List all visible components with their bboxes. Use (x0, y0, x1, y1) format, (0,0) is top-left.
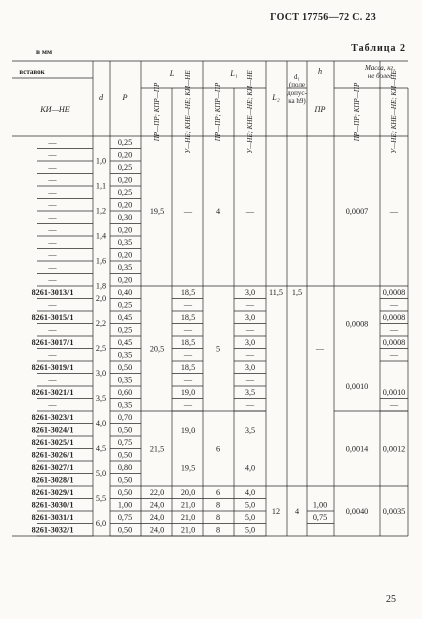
row-p: 0,50 (117, 488, 133, 497)
row-code: — (48, 300, 57, 310)
row-l1-ne: — (245, 350, 255, 360)
merged-l1: 4 (215, 207, 221, 216)
row-d: 4,5 (95, 444, 107, 453)
row-mass-ne: — (389, 325, 399, 335)
merged-l: 19,5 (149, 207, 165, 216)
row-p: 0,25 (117, 325, 133, 335)
row-l1: 6 (215, 488, 221, 497)
row-l1: 8 (215, 513, 221, 522)
row-code: — (48, 263, 57, 272)
merged-l2: 12 (271, 507, 281, 516)
row-p: 0,35 (117, 400, 133, 410)
row-code: — (48, 188, 57, 197)
row-code: — (48, 400, 57, 410)
merged-l-ne: 19,5 (180, 463, 196, 473)
row-code: — (48, 275, 57, 285)
col-header-d1: d₁ (294, 73, 300, 81)
row-l1-ne: 3,5 (244, 388, 256, 397)
row-mass-ne: 0,0010 (382, 388, 406, 397)
merged-l1: 5 (215, 344, 221, 354)
row-mass-ne: — (389, 350, 399, 360)
row-code: 8261-3031/1 (31, 513, 74, 522)
row-d: 5,0 (95, 469, 107, 478)
page-header: ГОСТ 17756—72 С. 23 (270, 12, 376, 23)
row-l-ne: 21,0 (180, 500, 196, 510)
row-d: 2,5 (95, 344, 107, 353)
row-p: 0,35 (117, 263, 133, 272)
row-p: 0,70 (117, 413, 133, 422)
col-header-mass: не более (367, 72, 393, 80)
merged-d1: 4 (294, 507, 300, 516)
row-d: 1,8 (95, 281, 107, 291)
row-mass-ne: — (389, 300, 399, 310)
row-code: — (48, 238, 57, 247)
row-l-ne: — (183, 300, 193, 310)
row-l-ne: 18,5 (180, 363, 196, 372)
row-p: 0,50 (117, 363, 133, 372)
row-p: 0,25 (117, 163, 133, 172)
col-header-vstavok: вставок (19, 68, 45, 76)
row-mass-ne: — (389, 400, 399, 410)
row-p: 0,40 (117, 288, 133, 297)
col-header-sub: ПР—ПР; КПР—ПР (153, 82, 161, 142)
row-p: 0,20 (117, 225, 133, 235)
merged-mass: 0,0014 (345, 444, 369, 454)
col-header-d1: ка h9) (288, 97, 306, 105)
row-l: 24,0 (149, 525, 165, 535)
row-d: 3,0 (95, 369, 107, 378)
row-d: 2,2 (95, 319, 107, 328)
col-header-sub: ПР—ПР; КПР—ПР (214, 82, 222, 142)
row-l-ne: — (183, 375, 193, 385)
col-header-l: L (169, 69, 175, 78)
col-header-sub: У—НЕ; КНЕ—НЕ; КИ—НЕ (390, 70, 398, 154)
row-l-ne: 19,0 (180, 388, 196, 397)
col-header-l1: L₁ (230, 69, 238, 78)
row-h: 1,00 (312, 500, 328, 510)
col-header-sub: ПР—ПР; КПР—ПР (353, 82, 361, 142)
row-mass-ne: 0,0008 (382, 288, 406, 297)
row-l1: 8 (215, 525, 221, 535)
row-mass-ne: 0,0008 (382, 313, 406, 322)
row-code: 8261-3017/1 (31, 338, 74, 347)
row-p: 0,25 (117, 300, 133, 310)
row-p: 0,25 (117, 138, 133, 147)
row-l1-ne: — (245, 400, 255, 410)
row-p: 0,25 (117, 188, 133, 197)
row-l: 24,0 (149, 500, 165, 510)
row-code: — (48, 350, 57, 360)
row-d: 1,1 (95, 181, 107, 191)
merged-mass: 0,0007 (345, 207, 369, 216)
col-header-p: P (122, 93, 128, 102)
merged-l1-ne: 3,5 (244, 425, 256, 435)
row-code: — (48, 325, 57, 335)
merged-l-ne: 19,0 (180, 425, 196, 435)
row-l: 22,0 (149, 488, 165, 497)
col-header-d: d (98, 93, 104, 102)
merged-l-ne: — (183, 207, 193, 216)
row-l1-ne: 3,0 (244, 338, 256, 347)
merged-mass-ne: 0,0012 (382, 444, 406, 454)
row-d: 5,5 (95, 494, 107, 503)
row-l1-ne: — (245, 325, 255, 335)
col-header-d1: (поле (288, 81, 306, 89)
row-mass-ne: 0,0008 (382, 338, 406, 347)
merged-mass: 0,0008 (345, 319, 369, 329)
row-code: 8261-3026/1 (31, 450, 74, 460)
row-code: 8261-3024/1 (31, 425, 74, 435)
row-p: 0,45 (117, 338, 133, 347)
row-l1-ne: — (245, 300, 255, 310)
row-l1-ne: 4,0 (244, 488, 256, 497)
row-l1: 8 (215, 500, 221, 510)
row-code: — (48, 163, 57, 172)
row-code: 8261-3032/1 (31, 525, 74, 535)
row-p: 0,50 (117, 425, 133, 435)
merged-d1: 1,5 (291, 288, 303, 297)
row-l-ne: 18,5 (180, 288, 196, 297)
col-header-d1: допус- (287, 89, 307, 97)
row-l1-ne: 5,0 (244, 513, 256, 522)
row-code: — (48, 250, 57, 260)
row-code: — (48, 375, 57, 385)
row-l1-ne: 3,0 (244, 363, 256, 372)
row-d: 2,0 (95, 294, 107, 303)
merged-l: 21,5 (149, 444, 165, 454)
row-code: 8261-3027/1 (31, 463, 74, 472)
merged-l2: 11,5 (268, 288, 284, 297)
row-d: 6,0 (95, 519, 107, 528)
row-p: 0,50 (117, 450, 133, 460)
row-code: — (48, 150, 57, 160)
row-code: 8261-3028/1 (31, 475, 74, 485)
row-code: 8261-3013/1 (31, 288, 74, 297)
row-l1-ne: 3,0 (244, 288, 256, 297)
merged-l: 20,5 (149, 344, 165, 354)
row-l-ne: 18,5 (180, 313, 196, 322)
row-h: 0,75 (312, 513, 328, 522)
row-d: 4,0 (95, 419, 107, 428)
merged-mass-ne: — (389, 207, 399, 216)
row-l1-ne: — (245, 375, 255, 385)
row-p: 0,50 (117, 475, 133, 485)
row-code: 8261-3030/1 (31, 500, 74, 510)
merged-l1-ne: — (245, 207, 255, 216)
row-p: 0,20 (117, 250, 133, 260)
row-d: 3,5 (95, 394, 107, 403)
row-l-ne: 18,5 (180, 338, 196, 347)
row-d: 1,2 (95, 206, 107, 216)
row-l1-ne: 3,0 (244, 313, 256, 322)
row-p: 0,20 (117, 175, 133, 185)
row-code: 8261-3019/1 (31, 363, 74, 372)
merged-h: — (315, 344, 325, 354)
row-p: 0,20 (117, 200, 133, 210)
row-p: 0,75 (117, 438, 133, 447)
col-header-sub: У—НЕ; КНЕ—НЕ; КИ—НЕ (184, 70, 192, 154)
row-l-ne: — (183, 400, 193, 410)
row-l-ne: 20,0 (180, 488, 196, 497)
row-l-ne: — (183, 325, 193, 335)
row-d: 1,6 (95, 256, 107, 266)
col-header-mass: Масса, кг, (364, 64, 396, 72)
row-l1-ne: 5,0 (244, 500, 256, 510)
col-header-h: h (317, 67, 323, 76)
row-code: 8261-3029/1 (31, 488, 74, 497)
row-code: 8261-3021/1 (31, 388, 74, 397)
row-p: 0,20 (117, 275, 133, 285)
row-l-ne: 21,0 (180, 525, 196, 535)
row-code: — (48, 138, 57, 147)
col-header-ki-ne: КИ—НЕ (40, 105, 70, 114)
row-p: 0,20 (117, 150, 133, 160)
row-p: 0,80 (117, 463, 133, 472)
row-p: 0,35 (117, 238, 133, 247)
row-code: 8261-3015/1 (31, 313, 74, 322)
row-p: 0,60 (117, 388, 133, 397)
row-p: 0,30 (117, 213, 133, 222)
row-code: 8261-3023/1 (31, 413, 74, 422)
col-header-sub: У—НЕ; КНЕ—НЕ; КИ—НЕ (246, 70, 254, 154)
row-l: 24,0 (149, 513, 165, 522)
unit-label: в мм (36, 47, 53, 56)
row-code: — (48, 213, 57, 222)
row-l1-ne: 5,0 (244, 525, 256, 535)
row-l-ne: — (183, 350, 193, 360)
row-code: 8261-3025/1 (31, 438, 74, 447)
row-p: 1,00 (117, 500, 133, 510)
row-l-ne: 21,0 (180, 513, 196, 522)
col-header-l2: L₂ (272, 93, 280, 102)
row-p: 0,75 (117, 513, 133, 522)
row-d: 1,0 (95, 156, 107, 166)
merged-mass-ne: 0,0035 (382, 507, 406, 516)
row-d: 1,4 (95, 231, 107, 241)
row-p: 0,50 (117, 525, 133, 535)
row-code: — (48, 200, 57, 210)
row-p: 0,35 (117, 350, 133, 360)
row-p: 0,35 (117, 375, 133, 385)
merged-mass: 0,0010 (345, 382, 369, 391)
row-p: 0,45 (117, 313, 133, 322)
merged-l1-ne: 4,0 (244, 463, 256, 473)
row-code: — (48, 175, 57, 185)
page-number: 25 (386, 594, 396, 605)
merged-mass: 0,0040 (345, 507, 369, 516)
table-caption: Таблица 2 (351, 43, 406, 54)
merged-l1: 6 (215, 444, 221, 454)
row-code: — (48, 225, 57, 235)
col-header-h-sub: ПР (314, 105, 326, 114)
